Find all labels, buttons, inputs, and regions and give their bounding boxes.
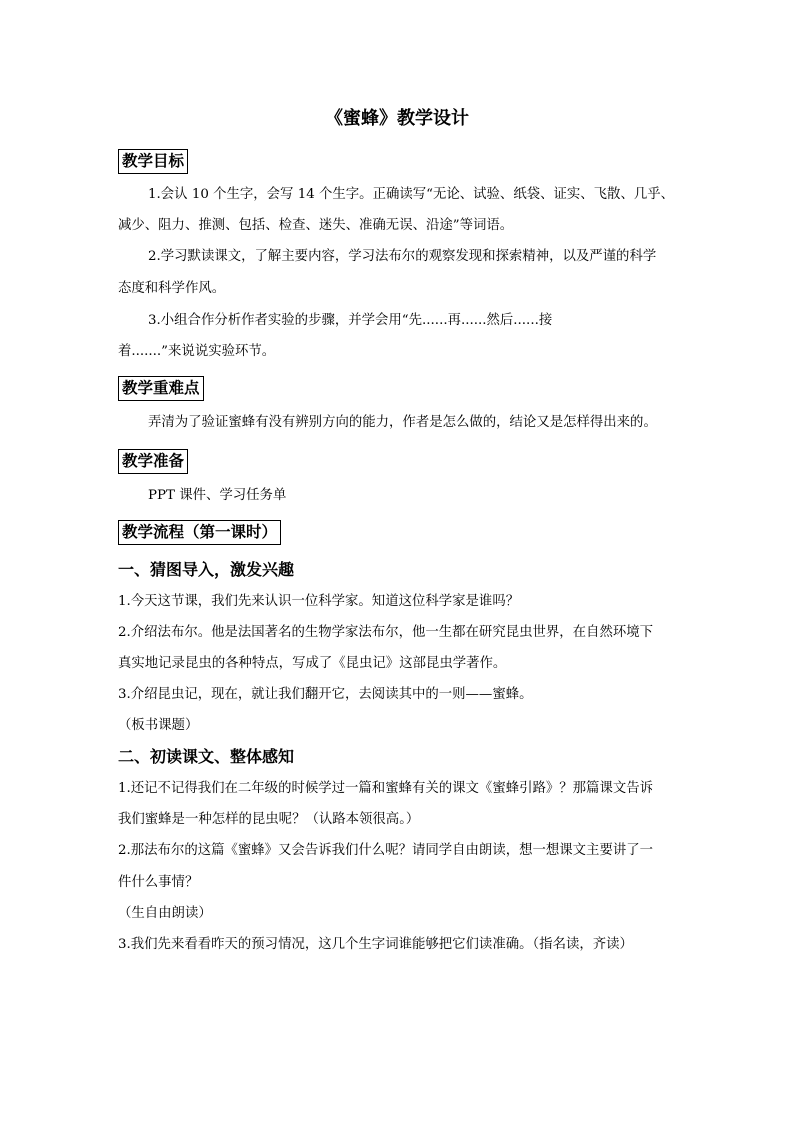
difficulty-heading: 教学重难点 <box>118 376 204 401</box>
section-2-item-2-line-2: 件什么事情？ <box>118 875 199 890</box>
goal-1-line-1: 1.会认 10 个生字，会写 14 个生字。正确读写“无论、试验、纸袋、证实、飞散、几乎、 <box>148 187 675 202</box>
section-1-item-2-line-1: 2.介绍法布尔。他是法国著名的生物学家法布尔，他一生都在研究昆虫世界，在自然环境下 <box>118 625 654 640</box>
section-2-note: （生自由朗读） <box>118 906 212 921</box>
prep-text: PPT 课件、学习任务单 <box>148 488 287 503</box>
section-2-item-1-line-1: 1.还记不记得我们在二年级的时候学过一篇和蜜蜂有关的课文《蜜蜂引路》？那篇课文告诉 <box>118 781 654 796</box>
goal-3-line-1: 3.小组合作分析作者实验的步骤，并学会用“先......再......然后......接 <box>148 313 553 328</box>
section-1-item-3: 3.介绍昆虫记，现在，就让我们翻开它，去阅读其中的一则——蜜蜂。 <box>118 687 533 702</box>
difficulty-text: 弄清为了验证蜜蜂有没有辨别方向的能力，作者是怎么做的，结论又是怎样得出来的。 <box>148 415 657 430</box>
goal-2-line-2: 态度和科学作风。 <box>118 281 226 296</box>
section-1-item-2-line-2: 真实地记录昆虫的各种特点，写成了《昆虫记》这部昆虫学著作。 <box>118 656 507 671</box>
prep-heading: 教学准备 <box>118 449 188 474</box>
document-title: 《蜜蜂》教学设计 <box>325 108 469 129</box>
section-2-item-3: 3.我们先来看看昨天的预习情况，这几个生字词谁能够把它们读准确。（指名读，齐读） <box>118 937 633 952</box>
flow-heading: 教学流程（第一课时） <box>118 520 281 545</box>
section-2-title: 二、初读课文、整体感知 <box>118 747 295 766</box>
goal-2-line-1: 2.学习默读课文，了解主要内容，学习法布尔的观察发现和探索精神，以及严谨的科学 <box>148 249 657 264</box>
section-1-item-1: 1.今天这节课，我们先来认识一位科学家。知道这位科学家是谁吗？ <box>118 594 520 609</box>
goal-3-line-2: 着.......”来说说实验环节。 <box>118 344 276 359</box>
section-2-item-1-line-2: 我们蜜蜂是一种怎样的昆虫呢？（认路本领很高。） <box>118 812 420 827</box>
goal-1-line-2: 减少、阻力、推测、包括、检查、迷失、准确无误、沿途”等词语。 <box>118 218 514 233</box>
section-1-note: （板书课题） <box>118 718 199 733</box>
section-1-title: 一、猜图导入，激发兴趣 <box>118 560 295 579</box>
section-2-item-2-line-1: 2.那法布尔的这篇《蜜蜂》又会告诉我们什么呢？请同学自由朗读，想一想课文主要讲了一 <box>118 843 654 858</box>
goals-heading: 教学目标 <box>118 149 188 174</box>
